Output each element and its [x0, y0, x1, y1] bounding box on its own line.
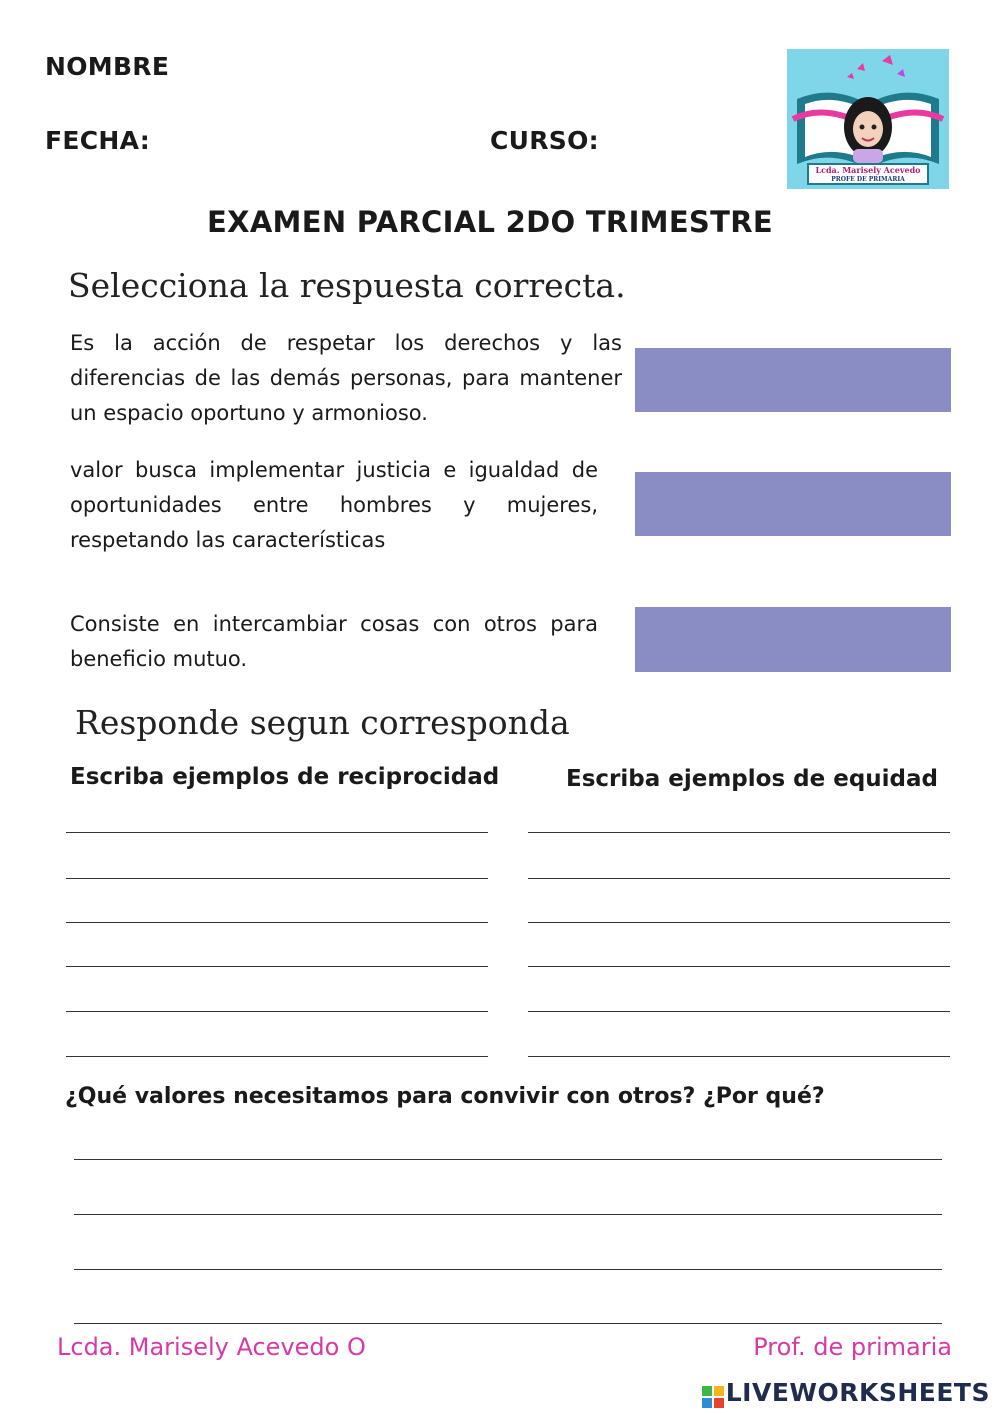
equidad-line-2[interactable]	[528, 878, 950, 879]
answer-box-3[interactable]	[635, 607, 951, 672]
teacher-logo-icon	[787, 49, 949, 189]
valores-question: ¿Qué valores necesitamos para convivir con otros? ¿Por qué?	[65, 1084, 825, 1109]
liveworksheets-logo-icon	[702, 1386, 724, 1408]
section1-heading: Selecciona la respuesta correcta.	[68, 266, 626, 305]
valores-line-2[interactable]	[74, 1214, 942, 1215]
liveworksheets-brand	[702, 1378, 990, 1408]
fecha-label: FECHA:	[45, 126, 151, 155]
equidad-line-3[interactable]	[528, 922, 950, 923]
reciprocidad-line-5[interactable]	[66, 1011, 488, 1012]
equidad-line-4[interactable]	[528, 966, 950, 967]
exam-title: EXAMEN PARCIAL 2DO TRIMESTRE	[207, 205, 773, 239]
logo-text-line1: Lcda. Marisely Acevedo	[815, 165, 921, 175]
teacher-logo	[787, 49, 949, 189]
valores-line-4[interactable]	[74, 1323, 942, 1324]
logo-text-line2: PROFE DE PRIMARIA	[831, 176, 905, 183]
reciprocidad-line-1[interactable]	[66, 832, 488, 833]
question-2-text: valor busca implementar justicia e igualdad de oportunidades entre hombres y mujeres, respetando las características	[70, 458, 598, 552]
question-3-text: Consiste en intercambiar cosas con otros para beneficio mutuo.	[70, 612, 598, 671]
nombre-label: NOMBRE	[45, 52, 170, 81]
reciprocidad-title: Escriba ejemplos de reciprocidad	[70, 764, 500, 790]
reciprocidad-line-4[interactable]	[66, 966, 488, 967]
answer-box-1[interactable]	[635, 348, 951, 412]
valores-line-1[interactable]	[74, 1159, 942, 1160]
footer-role: Prof. de primaria	[753, 1333, 952, 1361]
answer-box-2[interactable]	[635, 472, 951, 536]
question-1-text: Es la acción de respetar los derechos y las diferencias de las demás personas, para mantener un espacio oportuno y armonioso.	[70, 331, 622, 425]
equidad-title: Escriba ejemplos de equidad	[566, 766, 938, 792]
equidad-line-1[interactable]	[528, 832, 950, 833]
equidad-line-5[interactable]	[528, 1011, 950, 1012]
curso-label: CURSO:	[490, 126, 599, 155]
valores-line-3[interactable]	[74, 1269, 942, 1270]
liveworksheets-text: LIVEWORKSHEETS	[725, 1378, 990, 1407]
reciprocidad-line-6[interactable]	[66, 1056, 488, 1057]
reciprocidad-line-2[interactable]	[66, 878, 488, 879]
equidad-line-6[interactable]	[528, 1056, 950, 1057]
reciprocidad-line-3[interactable]	[66, 922, 488, 923]
section2-heading: Responde segun corresponda	[75, 703, 570, 742]
footer-author: Lcda. Marisely Acevedo O	[57, 1333, 366, 1361]
